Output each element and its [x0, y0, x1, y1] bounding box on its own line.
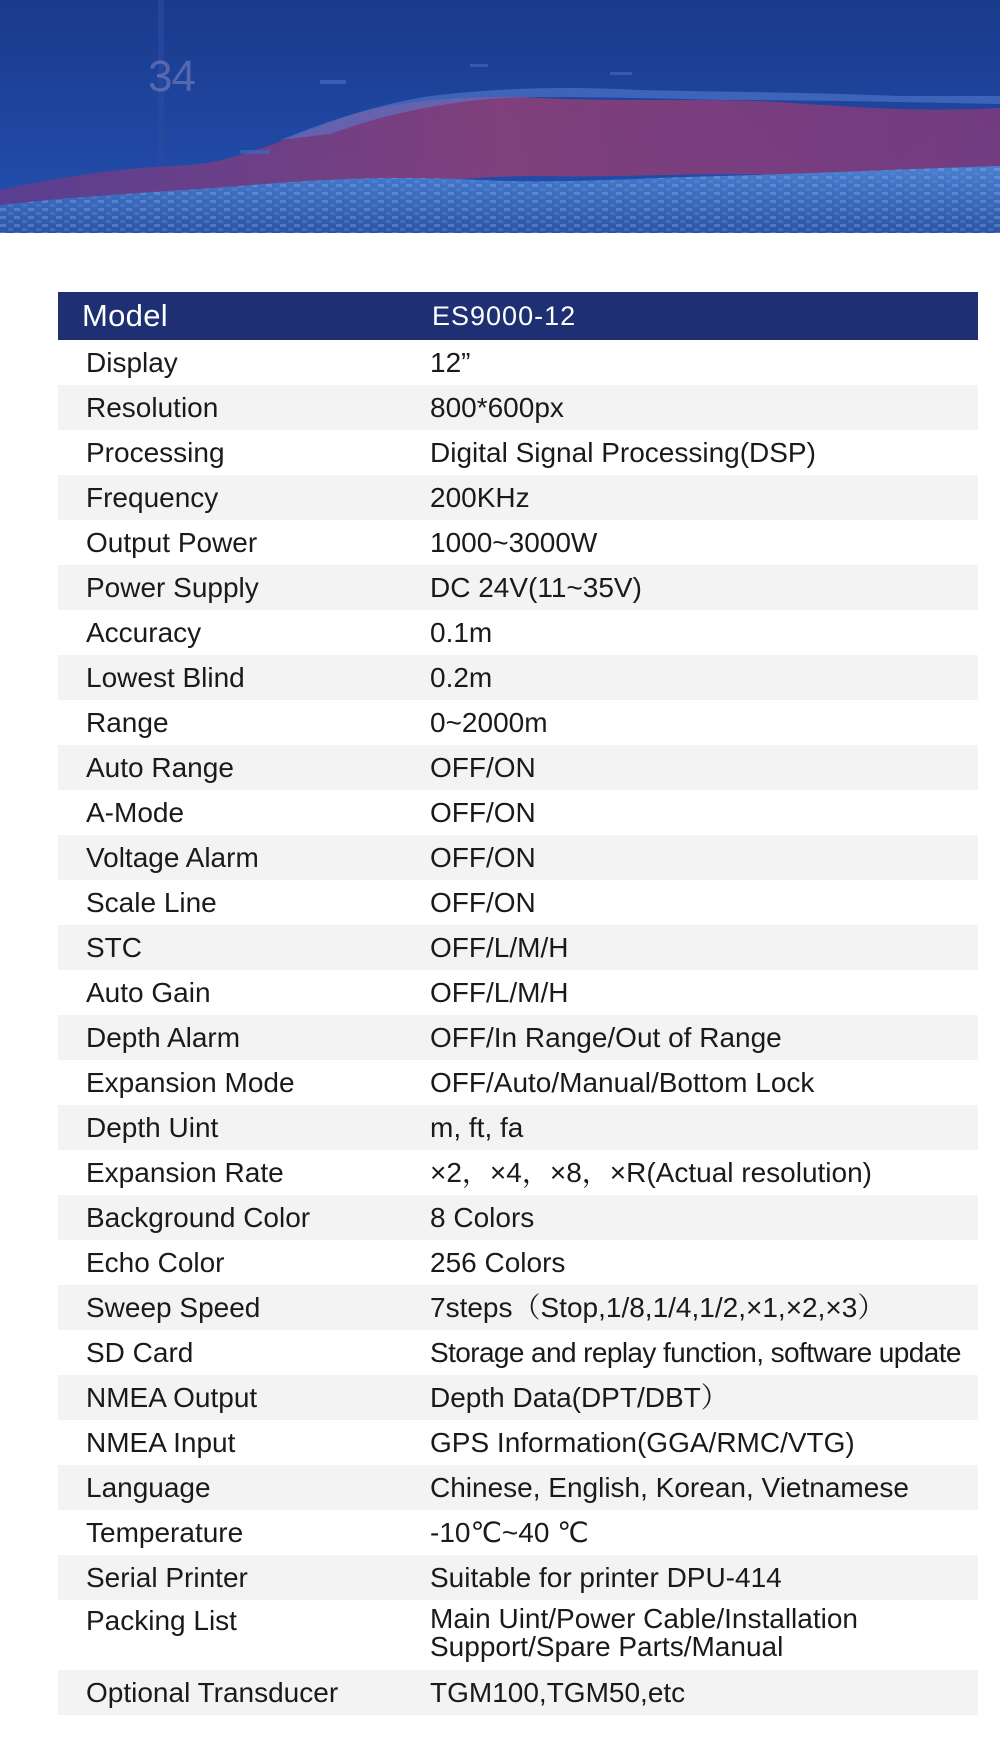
spec-value: OFF/In Range/Out of Range — [430, 1021, 782, 1053]
spec-row-voltage-alarm — [58, 835, 978, 880]
spec-row-scale-line — [58, 880, 978, 925]
spec-value: OFF/L/M/H — [430, 931, 569, 963]
spec-row-resolution — [58, 385, 978, 430]
spec-label: Background Color — [86, 1201, 311, 1233]
spec-value: m, ft, fa — [430, 1111, 524, 1143]
spec-label: Display — [86, 346, 178, 378]
spec-value: OFF/ON — [430, 841, 536, 873]
spec-label: Power Supply — [86, 571, 259, 603]
spec-row-optional-transducer — [58, 1670, 978, 1715]
spec-label: Language — [86, 1471, 211, 1503]
spec-value: 0~2000m — [430, 706, 548, 738]
spec-header-row — [58, 292, 978, 340]
spec-row-depth-unit — [58, 1105, 978, 1150]
spec-value: OFF/ON — [430, 796, 536, 828]
spec-label: NMEA Output — [86, 1381, 258, 1413]
model-label: Model — [82, 298, 168, 333]
spec-row-a-mode — [58, 790, 978, 835]
spec-row-accuracy — [58, 610, 978, 655]
spec-row-temperature — [58, 1510, 978, 1555]
spec-row-auto-range — [58, 745, 978, 790]
spec-value: Chinese, English, Korean, Vietnamese — [430, 1471, 909, 1503]
spec-value: OFF/L/M/H — [430, 976, 569, 1008]
spec-label: Lowest Blind — [86, 661, 245, 693]
spec-value: DC 24V(11~35V) — [430, 571, 642, 603]
spec-label: Echo Color — [86, 1246, 225, 1278]
spec-label: Serial Printer — [86, 1561, 248, 1593]
spec-label: Accuracy — [86, 616, 202, 648]
spec-value: 256 Colors — [430, 1246, 566, 1278]
spec-row-range — [58, 700, 978, 745]
spec-row-output-power — [58, 520, 978, 565]
sonar-echogram — [0, 0, 1000, 233]
spec-row-expansion-mode — [58, 1060, 978, 1105]
spec-row-display — [58, 340, 978, 385]
spec-value: 0.2m — [430, 661, 493, 693]
spec-row-packing-list — [58, 1600, 978, 1670]
spec-value: Depth Data(DPT/DBT） — [430, 1381, 729, 1413]
spec-label: Processing — [86, 436, 225, 468]
spec-label: A-Mode — [86, 796, 185, 828]
spec-label: Expansion Mode — [86, 1066, 295, 1098]
spec-label: Range — [86, 706, 169, 738]
spec-row-background-color — [58, 1195, 978, 1240]
banner-depth-marker: 34 — [148, 52, 195, 101]
spec-label: Optional Transducer — [86, 1676, 339, 1708]
spec-label: SD Card — [86, 1336, 194, 1368]
spec-value: OFF/Auto/Manual/Bottom Lock — [430, 1066, 815, 1098]
spec-value: 12” — [430, 346, 471, 378]
spec-label: Output Power — [86, 526, 258, 558]
spec-row-processing — [58, 430, 978, 475]
spec-label: Resolution — [86, 391, 219, 423]
spec-label: Scale Line — [86, 886, 217, 918]
spec-label: Expansion Rate — [86, 1156, 284, 1188]
spec-row-sweep-speed — [58, 1285, 978, 1330]
sonar-banner-image — [0, 0, 1000, 233]
spec-row-frequency — [58, 475, 978, 520]
spec-label: Frequency — [86, 481, 219, 513]
spec-value: Digital Signal Processing(DSP) — [430, 436, 816, 468]
spec-value: OFF/ON — [430, 751, 536, 783]
spec-label: Auto Range — [86, 751, 234, 783]
specification-table — [58, 292, 978, 1715]
spec-value: 1000~3000W — [430, 526, 598, 558]
spec-value: ×2，×4，×8，×R(Actual resolution) — [430, 1156, 872, 1188]
spec-row-lowest-blind — [58, 655, 978, 700]
spec-value: Storage and replay function, software update — [430, 1336, 961, 1368]
spec-value: -10℃~40 ℃ — [430, 1516, 589, 1548]
spec-row-sd-card — [58, 1330, 978, 1375]
spec-row-nmea-output — [58, 1375, 978, 1420]
spec-row-depth-alarm — [58, 1015, 978, 1060]
spec-row-nmea-input — [58, 1420, 978, 1465]
spec-label: Auto Gain — [86, 976, 211, 1008]
spec-label: Packing List — [86, 1605, 237, 1636]
spec-row-serial-printer — [58, 1555, 978, 1600]
spec-value: OFF/ON — [430, 886, 536, 918]
spec-label: NMEA Input — [86, 1426, 236, 1458]
spec-value: 800*600px — [430, 391, 564, 423]
spec-label: STC — [86, 931, 142, 963]
spec-row-expansion-rate — [58, 1150, 978, 1195]
spec-row-language — [58, 1465, 978, 1510]
spec-label: Depth Alarm — [86, 1021, 241, 1053]
spec-value: 200KHz — [430, 481, 530, 513]
spec-value: TGM100,TGM50,etc — [430, 1676, 686, 1708]
spec-value: 8 Colors — [430, 1201, 535, 1233]
spec-label: Temperature — [86, 1516, 244, 1548]
spec-row-echo-color — [58, 1240, 978, 1285]
spec-value: 7steps（Stop,1/8,1/4,1/2,×1,×2,×3） — [430, 1291, 886, 1323]
spec-value: Main Uint/Power Cable/Installation Support/Spare Parts/Manual — [430, 1603, 858, 1662]
spec-row-power-supply — [58, 565, 978, 610]
spec-label: Depth Uint — [86, 1111, 219, 1143]
spec-value: 0.1m — [430, 616, 493, 648]
spec-label: Sweep Speed — [86, 1291, 261, 1323]
spec-value: Suitable for printer DPU-414 — [430, 1561, 782, 1593]
model-value: ES9000-12 — [432, 300, 577, 331]
spec-row-auto-gain — [58, 970, 978, 1015]
spec-value: GPS Information(GGA/RMC/VTG) — [430, 1426, 855, 1458]
spec-label: Voltage Alarm — [86, 841, 259, 873]
spec-row-stc — [58, 925, 978, 970]
